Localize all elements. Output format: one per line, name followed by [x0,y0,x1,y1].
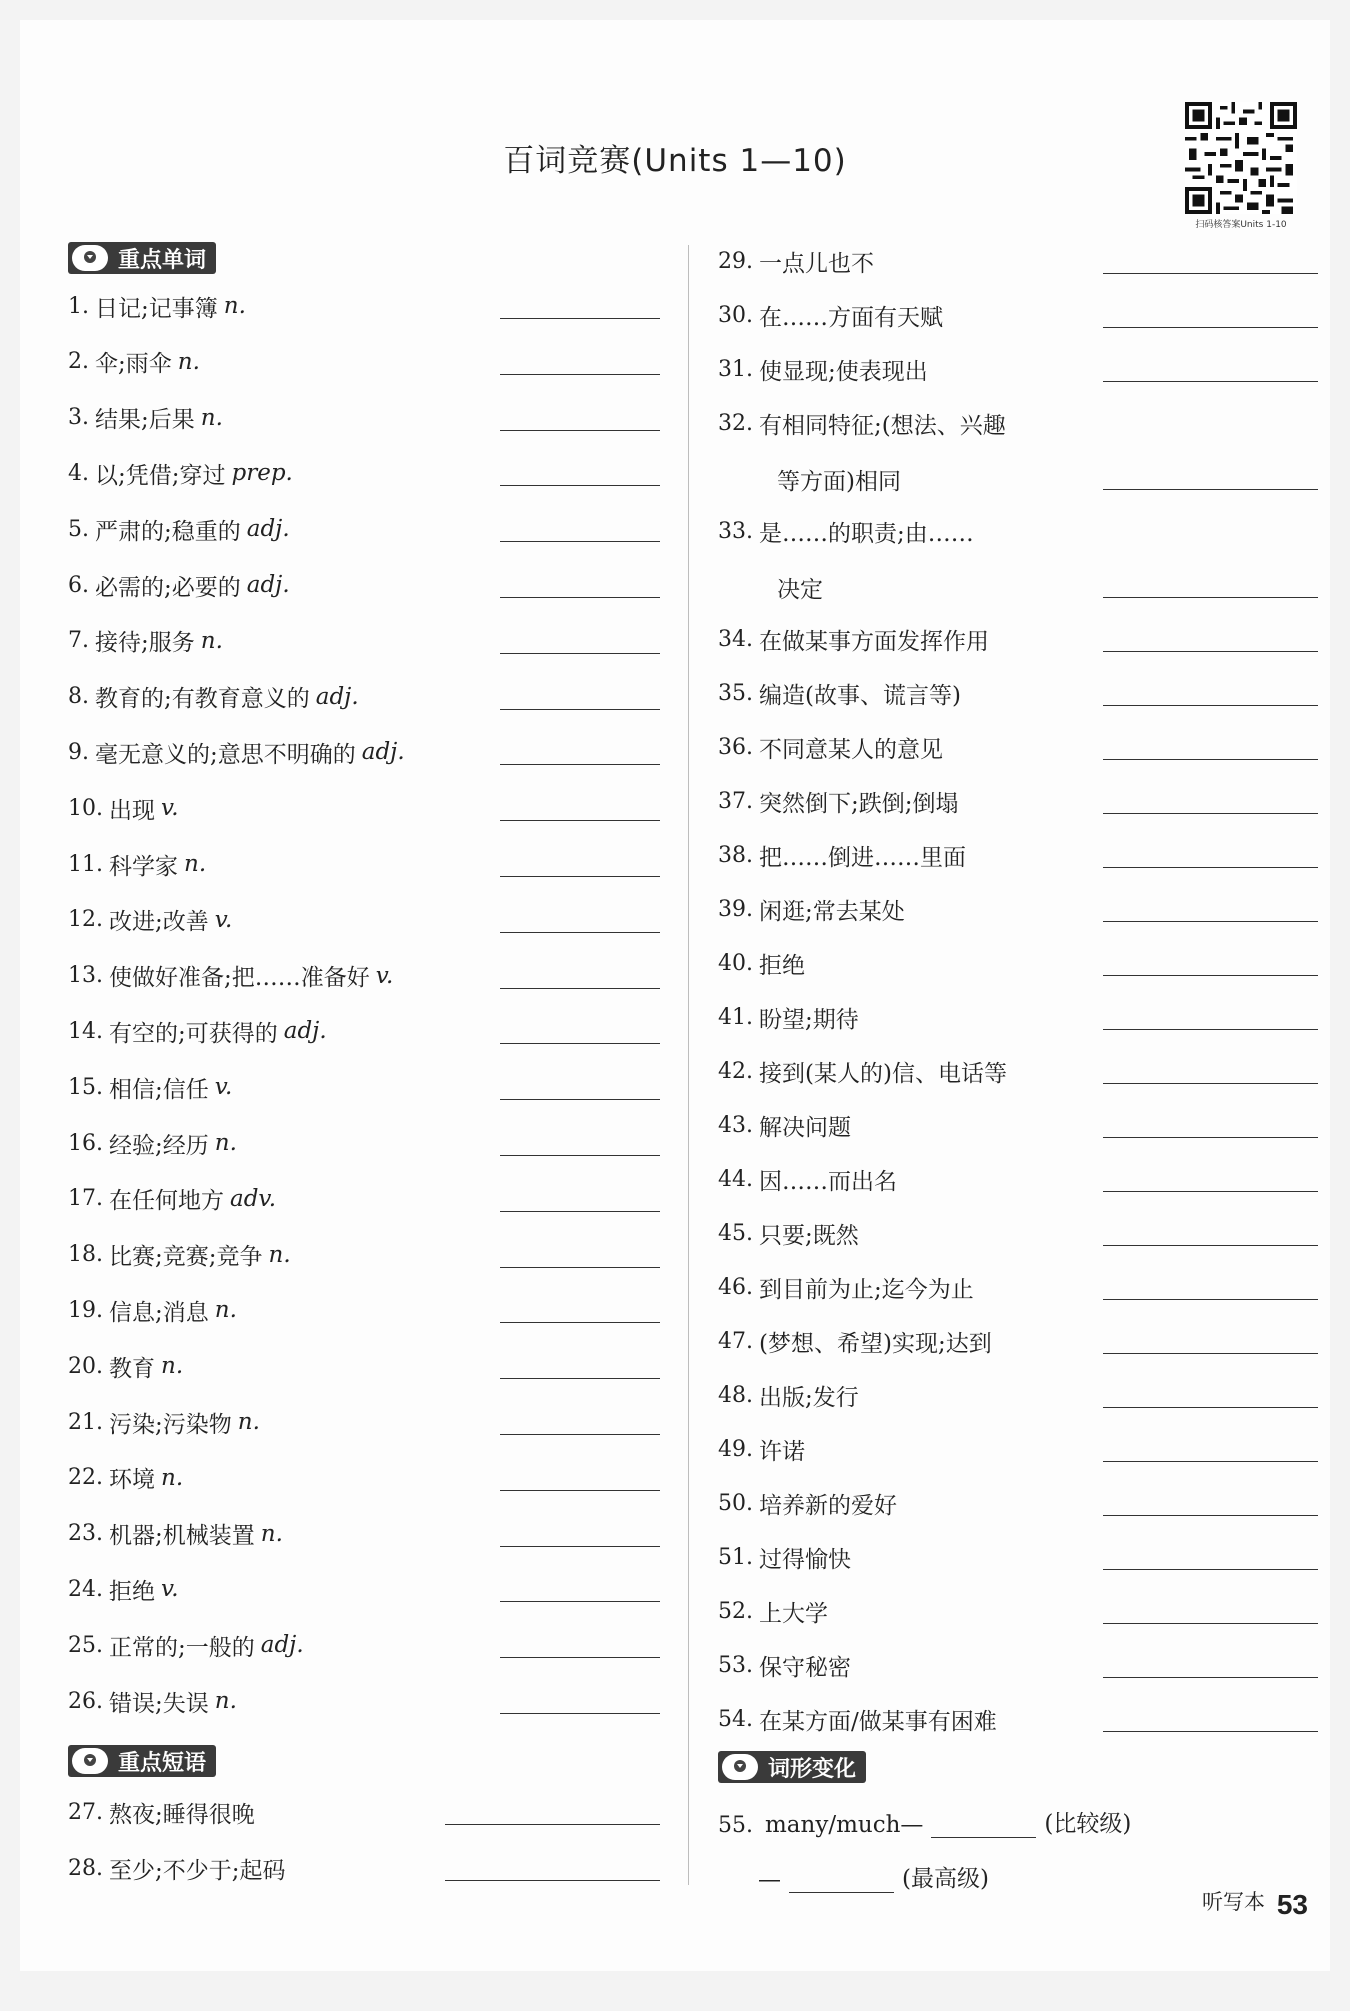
item-number: 2. [68,349,89,375]
part-of-speech: v. [161,1576,179,1603]
list-item [718,1483,897,1523]
item-number: 42. [718,1058,753,1084]
item-text: 教育 [109,1355,155,1382]
list-item [718,781,959,821]
answer-blank[interactable] [500,1713,660,1714]
item-text: 盼望;期待 [759,1006,859,1033]
page-title: 百词竞赛(Units 1—10) [503,143,847,179]
item-number: 54. [718,1706,753,1732]
list-item [718,1645,851,1685]
item-number: 44. [718,1166,753,1192]
item-text: 接待;服务 [95,630,195,657]
list-item [68,1123,237,1163]
list-item [68,732,405,772]
item-text: 相信;信任 [109,1076,209,1103]
part-of-speech: n. [184,851,207,877]
answer-blank[interactable] [500,653,660,654]
item-text: 只要;既然 [759,1222,859,1249]
answer-blank[interactable] [500,541,660,542]
list-item [718,997,859,1037]
item-text: 伞;雨伞 [95,351,172,378]
item-number: 23. [68,1521,103,1547]
item-number: 5. [68,516,89,542]
item-text: 有空的;可获得的 [109,1020,278,1047]
list-item [718,1375,859,1415]
answer-blank[interactable] [500,485,660,486]
answer-blank[interactable] [500,820,660,821]
answer-blank[interactable] [1103,1515,1318,1516]
answer-blank[interactable] [1103,273,1318,274]
list-item [718,295,943,335]
item-text: 出现 [109,797,155,824]
item-number: 35. [718,680,753,706]
section-title: 词形变化 [768,1756,857,1782]
item-text: 接到(某人的)信、电话等 [759,1060,1007,1087]
answer-blank[interactable] [500,932,660,933]
item-text: 日记;记事簿 [95,295,218,322]
section-key-phrases [68,1745,216,1777]
item-text: 结果;后果 [95,407,195,434]
item-text-continued: 等方面)相同 [777,469,901,495]
part-of-speech: n. [268,1241,291,1268]
answer-blank[interactable] [500,709,660,710]
answer-blank[interactable] [500,374,660,375]
answer-blank[interactable] [1103,921,1318,922]
answer-blank[interactable] [1103,1731,1318,1732]
item-number: 50. [718,1490,753,1516]
list-item [718,241,874,281]
word-form-comparative-label: (比较级) [1044,1811,1132,1837]
list-item [718,835,966,875]
item-text: 有相同特征;(想法、兴趣 [759,412,1006,439]
answer-blank[interactable] [1103,651,1318,652]
answer-blank[interactable] [500,1378,660,1379]
item-text: 环境 [109,1467,155,1494]
list-item [718,727,943,767]
list-item [68,1402,260,1442]
part-of-speech: n. [214,1297,237,1324]
answer-blank[interactable] [1103,597,1318,598]
list-item [68,1514,283,1554]
list-item [68,1290,237,1330]
page-number: 53 [1276,1889,1308,1920]
item-text: 使显现;使表现出 [759,358,928,385]
list-item [68,286,246,326]
item-number: 17. [68,1186,103,1212]
item-text-continued: 决定 [777,577,823,603]
item-number: 14. [68,1018,103,1044]
part-of-speech: n. [214,1130,237,1156]
item-number: 16. [68,1130,103,1156]
part-of-speech: adj. [246,572,290,598]
qr-caption: 扫码核答案Units 1-10 [1195,220,1287,230]
item-text: 到目前为止;迄今为止 [759,1276,974,1303]
item-number: 11. [68,851,103,877]
answer-blank[interactable] [500,1434,660,1435]
part-of-speech: prep. [231,460,293,487]
item-text: 比赛;竞赛;竞争 [109,1244,263,1271]
answer-blank[interactable] [500,1490,660,1491]
item-text: 一点儿也不 [759,250,874,277]
chevron-down-icon [72,245,108,271]
list-item [718,889,905,929]
item-number: 40. [718,950,753,976]
chevron-down-icon [722,1754,758,1780]
part-of-speech: n. [223,293,246,319]
part-of-speech: v. [161,795,179,822]
item-number: 52. [718,1598,753,1624]
answer-blank[interactable] [500,1211,660,1212]
part-of-speech: n. [177,348,200,375]
answer-blank[interactable] [500,1546,660,1547]
part-of-speech: n. [200,404,223,431]
answer-blank[interactable] [1103,1083,1318,1084]
item-number: 36. [718,734,753,760]
answer-blank[interactable] [500,1155,660,1156]
item-number: 51. [718,1544,753,1570]
item-text: 使做好准备;把……准备好 [109,965,370,992]
item-number: 45. [718,1220,753,1246]
answer-blank[interactable] [1103,381,1318,382]
item-number: 22. [68,1465,103,1491]
list-item [68,1681,237,1721]
item-text: 至少;不少于;起码 [109,1857,286,1884]
list-item [68,398,223,438]
item-text: 在任何地方 [109,1188,224,1215]
item-text: 不同意某人的意见 [759,736,943,763]
list-item [68,1011,327,1051]
item-text: 污染;污染物 [109,1411,232,1438]
item-text: 上大学 [759,1600,828,1627]
list-item [68,453,293,493]
item-number: 27. [68,1799,103,1825]
list-item [68,621,223,661]
item-text: 突然倒下;跌倒;倒塌 [759,790,959,817]
item-text: 在某方面/做某事有困难 [759,1708,997,1735]
list-item [718,619,989,659]
part-of-speech: adj. [283,1018,327,1045]
answer-blank[interactable] [1103,327,1318,328]
list-item [68,1792,255,1832]
answer-blank[interactable] [1103,867,1318,868]
item-number: 6. [68,572,89,598]
item-number: 30. [718,302,753,328]
word-form-dash: — [758,1867,781,1893]
item-text: 必需的;必要的 [95,574,241,601]
item-number: 21. [68,1409,103,1435]
item-number: 41. [718,1004,753,1030]
answer-blank[interactable] [445,1824,660,1825]
answer-blank[interactable] [500,1099,660,1100]
item-text: 许诺 [759,1438,805,1465]
part-of-speech: n. [161,1353,184,1380]
item-number: 39. [718,896,753,922]
list-item [718,1429,805,1469]
list-item [68,1346,183,1386]
item-number: 3. [68,405,89,431]
list-item [718,1699,997,1739]
item-number: 47. [718,1328,753,1354]
part-of-speech: n. [161,1464,184,1491]
worksheet-page [20,20,1330,1971]
list-item [718,1321,992,1361]
item-text: 错误;失误 [109,1690,209,1717]
list-item [718,1159,897,1199]
list-item [718,1105,851,1145]
item-number: 7. [68,628,89,654]
item-number: 37. [718,788,753,814]
list-item [68,342,200,382]
item-number: 38. [718,842,753,868]
list-item [68,900,232,940]
item-number: 28. [68,1855,103,1881]
answer-blank[interactable] [1103,1137,1318,1138]
list-item [68,1067,232,1107]
answer-blank-comparative[interactable] [931,1813,1036,1838]
footer-label: 听写本 [1202,1890,1265,1914]
item-number: 48. [718,1382,753,1408]
item-text: 严肃的;稳重的 [95,518,241,545]
item-text: 以;凭借;穿过 [95,462,226,489]
list-item [718,1537,851,1577]
answer-blank[interactable] [500,1601,660,1602]
answer-blank[interactable] [500,1657,660,1658]
word-form-base: many/much— [765,1812,924,1838]
item-number: 33. [718,518,753,544]
item-text: (梦想、希望)实现;达到 [759,1330,992,1357]
item-number: 15. [68,1074,103,1100]
section-key-words [68,242,216,274]
answer-blank[interactable] [1103,1407,1318,1408]
list-item [68,565,290,605]
answer-blank[interactable] [1103,813,1318,814]
section-word-forms [718,1751,866,1783]
word-form-superlative-label: (最高级) [902,1866,989,1892]
item-text: 闲逛;常去某处 [759,898,905,925]
item-number: 10. [68,795,103,821]
item-text: 因……而出名 [759,1168,897,1195]
list-item [718,1213,859,1253]
item-number: 49. [718,1436,753,1462]
item-number: 4. [68,460,89,486]
answer-blank[interactable] [1103,1353,1318,1354]
list-item [68,1458,183,1498]
answer-blank[interactable] [500,1043,660,1044]
item-text: 拒绝 [109,1578,155,1605]
item-number: 29. [718,248,753,274]
item-text: 在做某事方面发挥作用 [759,628,989,655]
answer-blank[interactable] [1103,1245,1318,1246]
item-number: 8. [68,684,89,710]
item-number: 53. [718,1652,753,1678]
part-of-speech: adj. [361,739,405,766]
item-number: 31. [718,356,753,382]
item-text: 把……倒进……里面 [759,844,966,871]
list-item [718,673,961,713]
answer-blank[interactable] [1103,975,1318,976]
list-item [68,788,179,828]
item-text: 编造(故事、谎言等) [759,682,961,709]
item-number: 18. [68,1242,103,1268]
item-number: 46. [718,1274,753,1300]
item-text: 科学家 [109,853,178,880]
item-number: 26. [68,1688,103,1714]
list-item [68,844,206,884]
answer-blank[interactable] [1103,759,1318,760]
answer-blank[interactable] [1103,1677,1318,1678]
part-of-speech: n. [260,1520,283,1547]
list-item [718,1051,1007,1091]
item-text: 毫无意义的;意思不明确的 [95,741,356,768]
answer-blank[interactable] [500,1322,660,1323]
part-of-speech: v. [375,962,394,989]
answer-blank[interactable] [1103,1623,1318,1624]
list-item [718,511,974,551]
item-text: 熬夜;睡得很晚 [109,1801,255,1828]
item-number: 20. [68,1353,103,1379]
word-form-item [718,1805,1131,1838]
list-item [718,943,805,983]
answer-blank[interactable] [1103,1569,1318,1570]
part-of-speech: adv. [230,1185,277,1212]
item-text: 机器;机械装置 [109,1523,255,1550]
part-of-speech: n. [237,1409,260,1435]
item-number: 32. [718,410,753,436]
part-of-speech: v. [214,1074,233,1101]
list-item [68,1179,276,1219]
item-number: 34. [718,626,753,652]
item-number: 25. [68,1632,103,1658]
item-text: 改进;改善 [109,909,209,936]
item-text: 教育的;有教育意义的 [95,686,310,713]
part-of-speech: n. [200,627,223,654]
item-text: 解决问题 [759,1114,851,1141]
list-item [718,349,928,389]
item-number: 1. [68,293,89,319]
answer-blank[interactable] [500,876,660,877]
answer-blank[interactable] [500,430,660,431]
qr-code-icon [1185,102,1297,214]
item-number: 13. [68,963,103,989]
answer-blank[interactable] [500,318,660,319]
part-of-speech: adj. [315,683,359,710]
answer-blank[interactable] [1103,1029,1318,1030]
item-text: 培养新的爱好 [759,1492,897,1519]
item-number: 9. [68,739,89,765]
section-title: 重点单词 [118,247,207,273]
item-number: 24. [68,1576,103,1602]
section-title: 重点短语 [118,1750,207,1776]
item-number: 55. [718,1813,753,1838]
part-of-speech: v. [214,906,233,933]
answer-blank[interactable] [1103,489,1318,490]
item-text: 是……的职责;由…… [759,520,974,547]
answer-blank[interactable] [500,1267,660,1268]
item-text: 出版;发行 [759,1384,859,1411]
list-item [718,403,1006,443]
list-item [68,509,290,549]
part-of-speech: adj. [246,516,290,543]
answer-blank[interactable] [500,988,660,989]
item-text: 正常的;一般的 [109,1634,255,1661]
list-item [68,677,359,717]
part-of-speech: adj. [260,1632,304,1659]
item-number: 19. [68,1297,103,1323]
list-item [68,1848,286,1888]
item-number: 12. [68,907,103,933]
item-text: 经验;经历 [109,1132,209,1159]
item-text: 过得愉快 [759,1546,851,1573]
part-of-speech: n. [214,1688,237,1714]
item-text: 拒绝 [759,952,805,979]
answer-blank[interactable] [1103,1191,1318,1192]
item-number: 43. [718,1112,753,1138]
list-item [68,1625,304,1665]
answer-blank[interactable] [1103,1299,1318,1300]
list-item [68,1569,179,1609]
list-item [68,1235,291,1275]
chevron-down-icon [72,1748,108,1774]
word-form-item-cont [758,1860,989,1893]
item-text: 在……方面有天赋 [759,304,943,331]
item-text: 保守秘密 [759,1654,851,1681]
list-item [68,956,393,996]
answer-blank[interactable] [500,764,660,765]
answer-blank[interactable] [1103,1461,1318,1462]
answer-blank[interactable] [445,1880,660,1881]
answer-blank-superlative[interactable] [789,1868,894,1893]
item-text: 信息;消息 [109,1299,209,1326]
answer-blank[interactable] [1103,705,1318,706]
answer-blank[interactable] [500,597,660,598]
list-item [718,1591,828,1631]
list-item [718,1267,974,1307]
column-divider [688,245,689,1885]
